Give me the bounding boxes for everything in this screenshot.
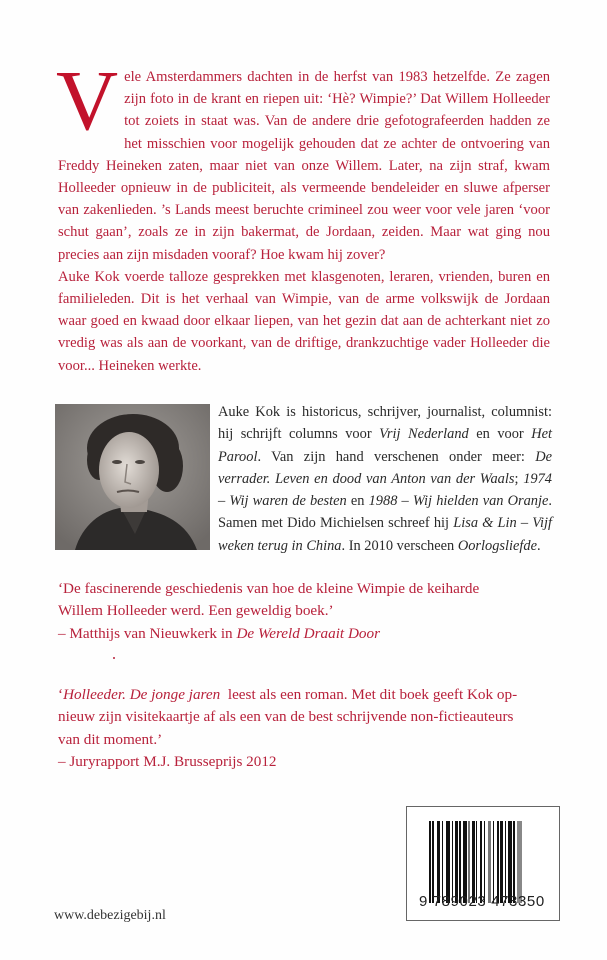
review-quote-1 xyxy=(58,578,558,645)
book-blurb xyxy=(56,52,550,377)
portrait-image-icon xyxy=(55,404,210,550)
quote-line: ‘De fascinerende geschiedenis van hoe de kleine Wimpie de keiharde xyxy=(58,580,480,597)
isbn-number: 9 789023 473350 xyxy=(419,893,545,910)
blurb-paragraph-2: Auke Kok voerde talloze gesprekken met klasgenoten, leraren, vrienden, buren en familieleden. Dit is het verhaal van Wimpie, van de arme volkswijk de Jordaan waar goed en kwaad door elkaar liepen, van het gezin dat aan de achterkant niet zo vredig was als aan de voorkant, van de driftige, drankzuchtige vader Holleeder die voor... Heineken werkte. xyxy=(58,268,550,374)
blurb-paragraph-1: Vele Amsterdammers dachten in de herfst van 1983 hetzelfde. Ze zagen zijn foto in de krant en riepen uit: ‘Hè? Wimpie?’ Dat Willem Holleeder tot zoiets in staat was. Van de andere drie gefotografeerden hadden ze het misschien voor mogelijk gehouden dat ze achter de ontvoering van Freddy Heineken zaten, maar niet van onze Willem. Later, na zijn straf, kwam Holleeder opnieuw in de publiciteit, als vermeende bendeleider en sluwe afperser van zakenlieden. ’s Lands meest beruchte crimineel zou weer voor vele jaren ‘voor schut gaan’, zoals ze in zijn bakermat, de Jordaan, zeiden. Maar wat ging nou precies aan zijn misdaden vooraf? Hoe kwam hij zover? xyxy=(56,52,550,263)
quote-line: ‘Holleeder. De jonge jaren leest als een roman. Met dit boek geeft Kok op- xyxy=(58,686,518,703)
isbn-barcode xyxy=(406,806,560,921)
barcode-bars-icon xyxy=(429,821,541,903)
publisher-website[interactable]: www.debezigebij.nl xyxy=(54,908,166,923)
drop-cap: V xyxy=(56,52,119,148)
review-quote-2 xyxy=(58,684,558,773)
quote-attribution: – Matthijs van Nieuwkerk in De Wereld Draait Door xyxy=(58,624,381,642)
quote-attribution: – Juryrapport M.J. Brusseprijs 2012 xyxy=(58,752,277,770)
quote-line: van dit moment.’ xyxy=(58,730,163,748)
author-photo xyxy=(55,404,210,550)
quote-line: nieuw zijn visitekaartje af als een van de best schrijvende non-fictieauteurs xyxy=(58,708,514,726)
author-bio: Auke Kok is historicus, schrijver, journalist, columnist: hij schrijft columns voor Vrij Nederland en voor Het Parool. Van zijn hand verschenen onder meer: De verrader. Leven en dood van Anton van der Waals; 1974 – Wij waren de besten en 1988 – Wij hielden van Oranje. Samen met Dido Michielsen schreef hij Lisa & Lin – Vijf weken terug in China. In 2010 verscheen Oorlogsliefde. xyxy=(218,404,552,554)
stray-dot xyxy=(113,657,115,659)
quote-line: Willem Holleeder werd. Een geweldig boek.’ xyxy=(58,602,334,620)
